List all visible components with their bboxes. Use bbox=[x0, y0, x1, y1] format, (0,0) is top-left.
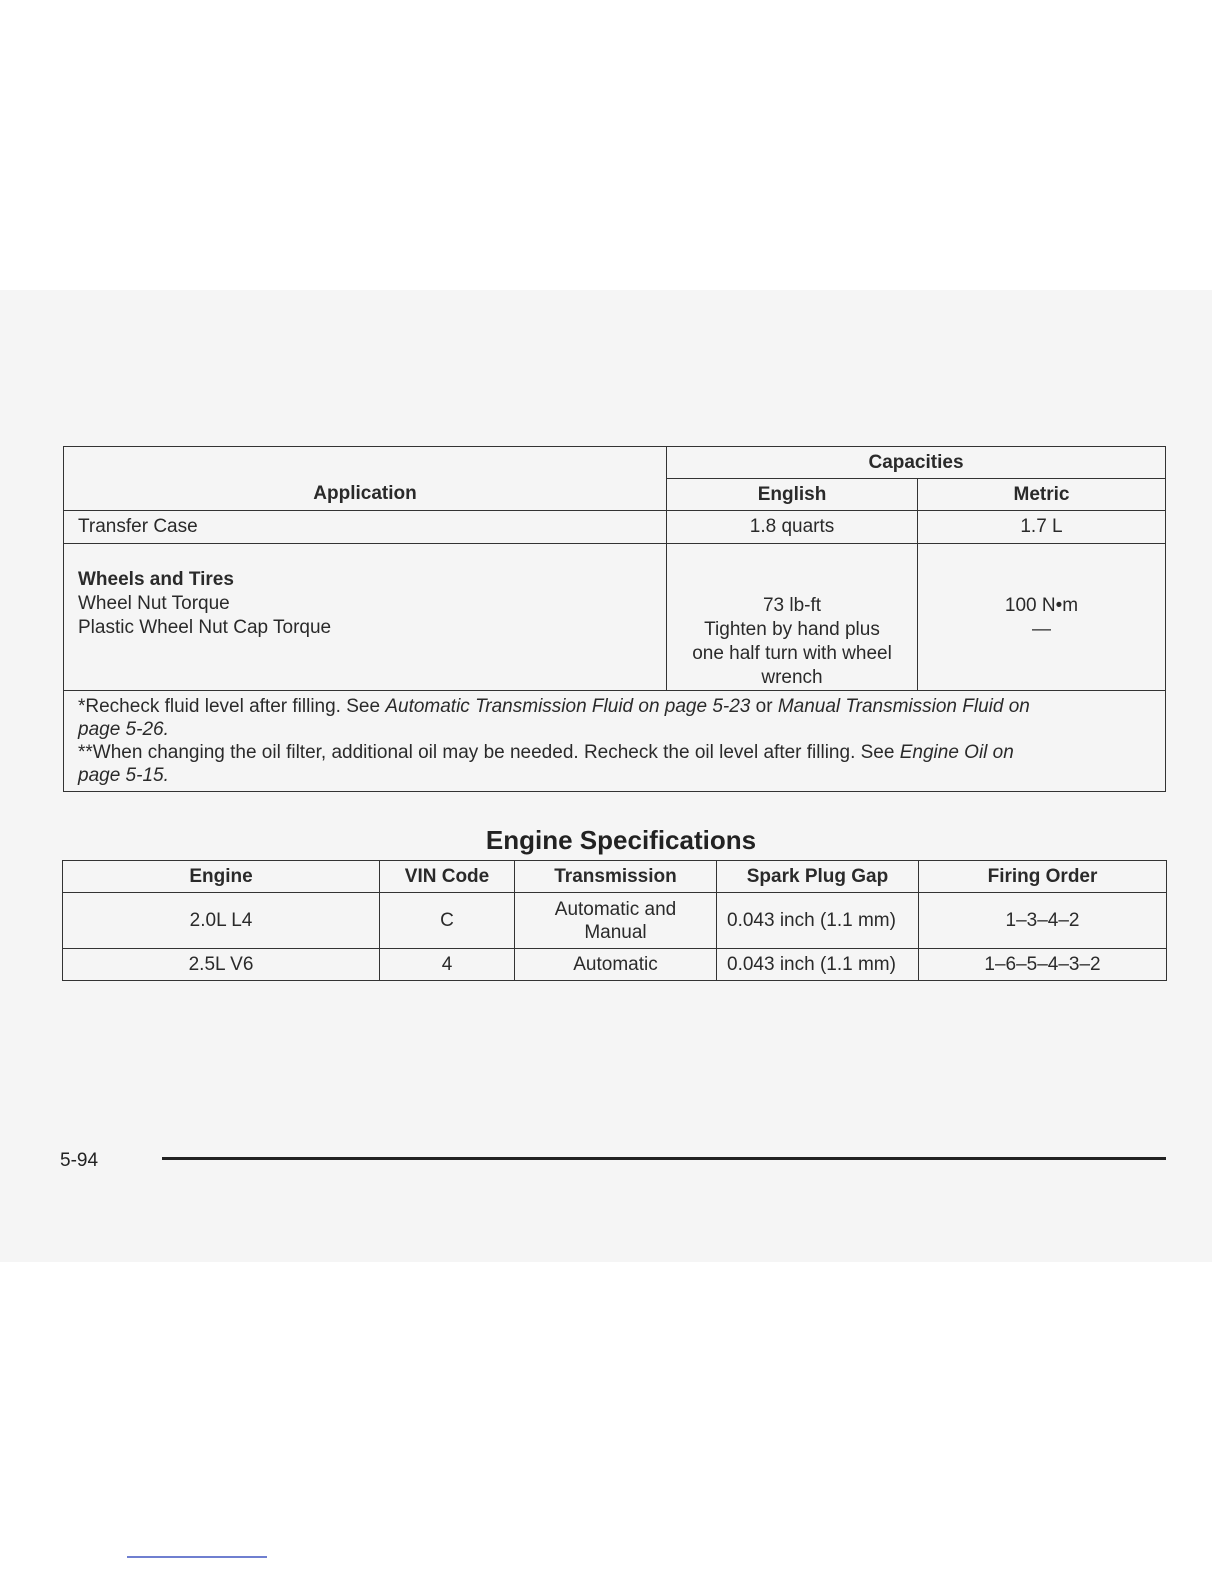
table-row bbox=[64, 544, 1166, 691]
gap-cell: 0.043 inch (1.1 mm) bbox=[717, 893, 919, 949]
note-text: or bbox=[750, 696, 778, 717]
engine-cell: 2.0L L4 bbox=[63, 893, 380, 949]
value-text: — bbox=[1032, 619, 1051, 640]
section-title: Wheels and Tires bbox=[78, 569, 234, 590]
table-row bbox=[64, 511, 1166, 544]
cross-reference-link[interactable]: page 5-26. bbox=[78, 719, 169, 740]
transmission-cell bbox=[515, 893, 717, 949]
engine-specs-table bbox=[62, 860, 1167, 981]
notes-cell bbox=[64, 691, 1166, 792]
transmission-cell: Automatic bbox=[515, 949, 717, 981]
engine-cell: 2.5L V6 bbox=[63, 949, 380, 981]
value-text: wrench bbox=[761, 667, 823, 688]
link-underline bbox=[127, 1556, 267, 1558]
footer-rule bbox=[162, 1157, 1166, 1160]
cross-reference-link[interactable]: Engine Oil on bbox=[899, 742, 1014, 763]
value-text: one half turn with wheel bbox=[692, 643, 892, 664]
section-heading: Engine Specifications bbox=[485, 825, 757, 855]
cross-reference-link[interactable]: page 5-15. bbox=[78, 765, 169, 786]
item-label: Plastic Wheel Nut Cap Torque bbox=[78, 617, 332, 638]
note-text: **When changing the oil filter, additional oil may be needed. Recheck the oil level after filling. See bbox=[78, 742, 900, 763]
item-label: Wheel Nut Torque bbox=[78, 593, 230, 614]
note-text: *Recheck fluid level after filling. See bbox=[78, 696, 386, 717]
header-metric: Metric bbox=[918, 479, 1166, 511]
value-text: Automatic and bbox=[554, 898, 677, 920]
gap-cell: 0.043 inch (1.1 mm) bbox=[717, 949, 919, 981]
header-application: Application bbox=[64, 447, 667, 511]
english-cell: 1.8 quarts bbox=[667, 511, 918, 544]
value-text: Tighten by hand plus bbox=[704, 619, 880, 640]
metric-cell: 1.7 L bbox=[918, 511, 1166, 544]
header-engine: Engine bbox=[63, 861, 380, 893]
header-vin-code: VIN Code bbox=[380, 861, 515, 893]
manual-page bbox=[0, 290, 1212, 1262]
page-number: 5-94 bbox=[60, 1150, 99, 1171]
firing-cell: 1–3–4–2 bbox=[919, 893, 1167, 949]
value-text: 100 N•m bbox=[1004, 595, 1079, 616]
application-cell: Transfer Case bbox=[64, 511, 667, 544]
header-capacities: Capacities bbox=[667, 447, 1166, 479]
capacities-table bbox=[63, 446, 1166, 792]
value-text: Manual bbox=[584, 921, 647, 943]
value-text: 73 lb-ft bbox=[762, 595, 822, 616]
header-firing-order: Firing Order bbox=[919, 861, 1167, 893]
vin-cell: 4 bbox=[380, 949, 515, 981]
metric-cell bbox=[918, 544, 1166, 691]
firing-cell: 1–6–5–4–3–2 bbox=[919, 949, 1167, 981]
notes-row bbox=[64, 691, 1166, 792]
header-english: English bbox=[667, 479, 918, 511]
english-cell bbox=[667, 544, 918, 691]
vin-cell: C bbox=[380, 893, 515, 949]
cross-reference-link[interactable]: Manual Transmission Fluid on bbox=[777, 696, 1030, 717]
header-spark-plug-gap: Spark Plug Gap bbox=[717, 861, 919, 893]
table-row bbox=[63, 949, 1167, 981]
header-row bbox=[63, 861, 1167, 893]
header-transmission: Transmission bbox=[515, 861, 717, 893]
application-cell bbox=[64, 544, 667, 691]
table-row bbox=[63, 893, 1167, 949]
cross-reference-link[interactable]: Automatic Transmission Fluid on page 5-23 bbox=[385, 696, 751, 717]
